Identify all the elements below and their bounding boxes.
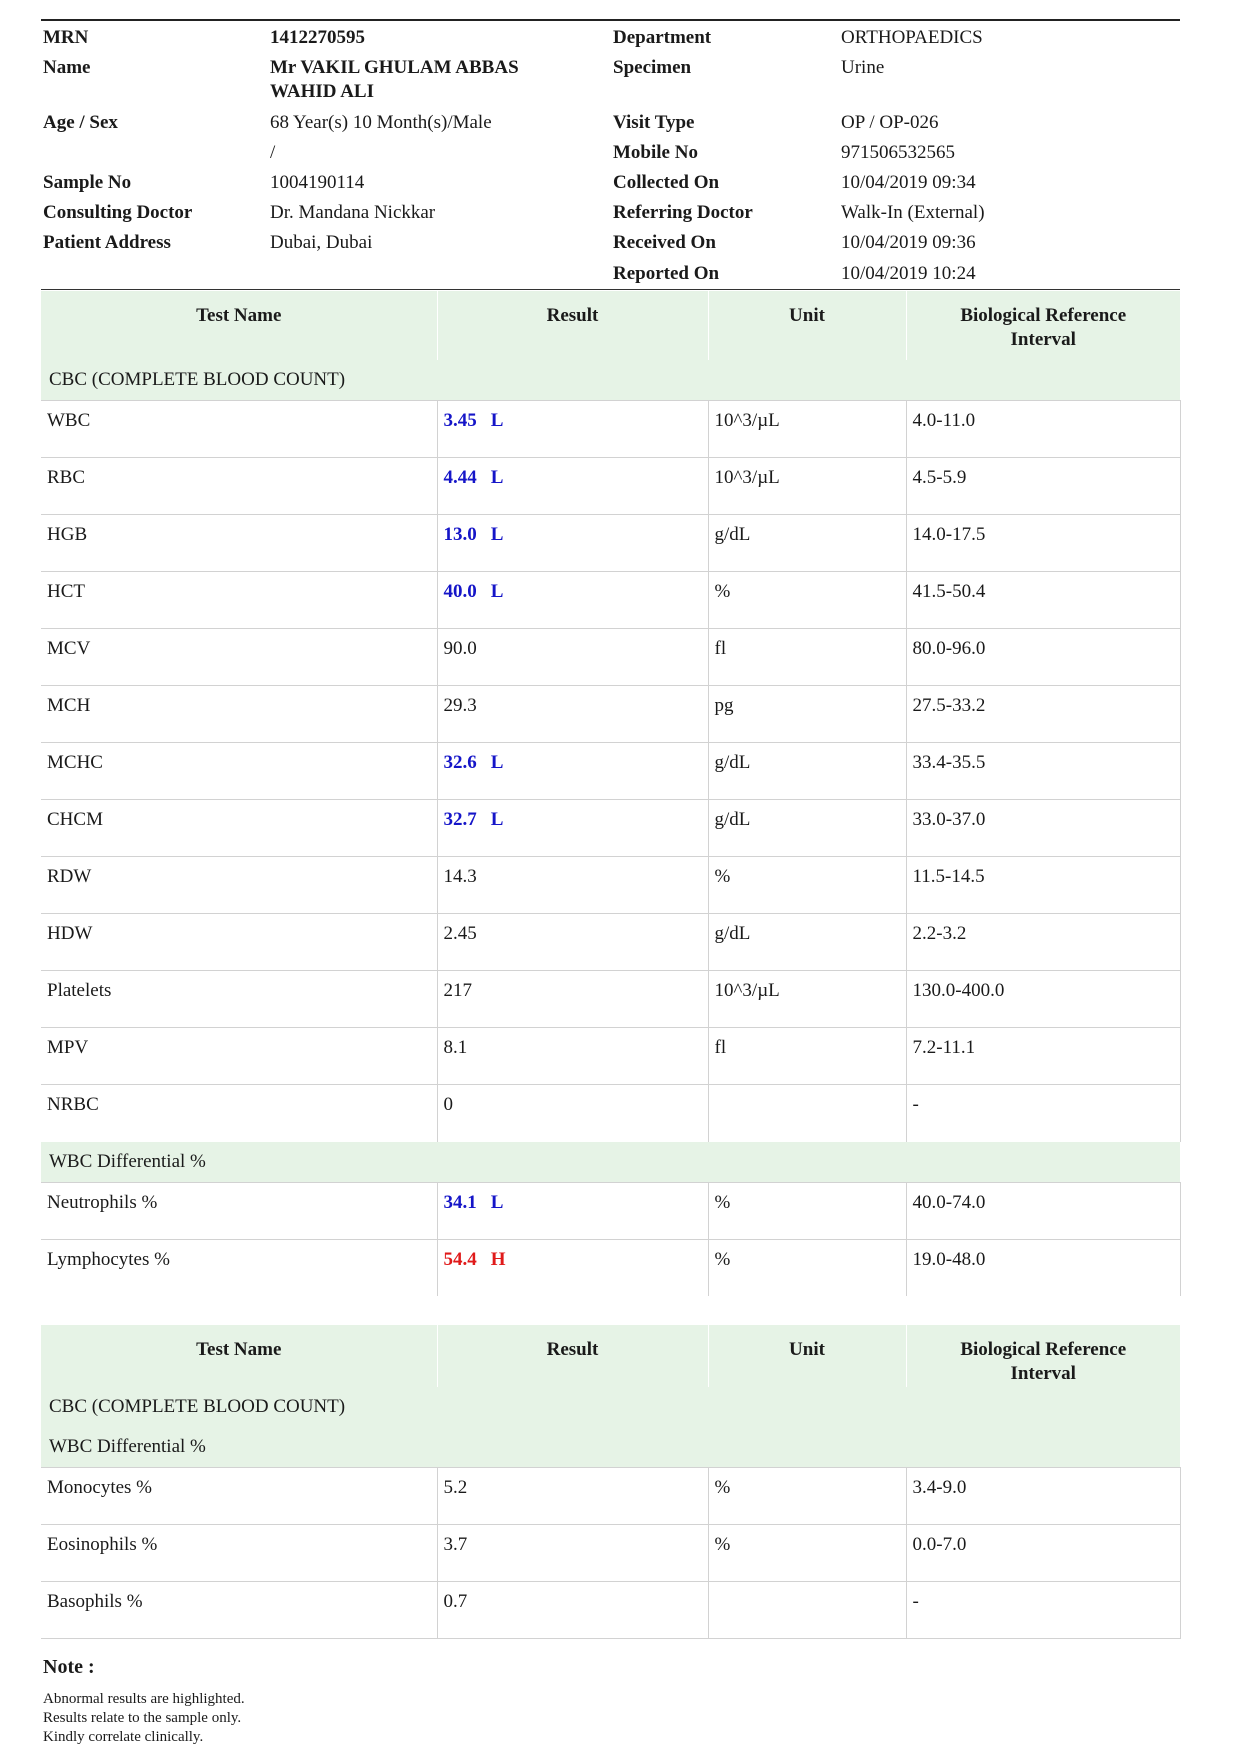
result-cell (437, 572, 708, 629)
reference-cell: 2.2-3.2 (906, 914, 1180, 971)
test-name-cell: MCH (41, 686, 437, 743)
table-row (41, 1182, 1180, 1239)
unit-cell (708, 1085, 906, 1142)
col-header-result: Result (437, 1325, 708, 1387)
reference-cell: 33.0-37.0 (906, 800, 1180, 857)
result-flag: H (490, 1248, 506, 1270)
received-value: 10/04/2019 09:36 (841, 232, 976, 253)
col-header-result: Result (437, 291, 708, 360)
name-label: Name (43, 57, 91, 78)
result-value: 32.7 (443, 809, 477, 830)
col-header-unit: Unit (708, 1325, 906, 1387)
result-value: 5.2 (443, 1477, 468, 1498)
result-cell (437, 1582, 708, 1639)
referring-doctor-label: Referring Doctor (613, 202, 753, 223)
result-flag: L (490, 410, 504, 431)
sample-value: 1004190114 (270, 172, 365, 193)
agesex-value-cont: / (270, 142, 276, 163)
reference-cell: 4.5-5.9 (906, 458, 1180, 515)
result-cell (437, 1028, 708, 1085)
table-row (41, 1468, 1180, 1525)
col-header-reference: Biological Reference Interval (906, 291, 1180, 360)
result-value: 90.0 (443, 638, 477, 659)
section-header-row (41, 1387, 1180, 1427)
unit-cell: fl (708, 1028, 906, 1085)
table-row (41, 1085, 1180, 1142)
result-value: 29.3 (443, 695, 477, 716)
reference-cell: 40.0-74.0 (906, 1182, 1180, 1239)
department-label: Department (613, 27, 712, 48)
test-name-cell: Lymphocytes % (41, 1239, 437, 1296)
reference-cell: 27.5-33.2 (906, 686, 1180, 743)
result-value: 32.6 (443, 752, 477, 773)
section-header-row (41, 1142, 1180, 1183)
reported-label: Reported On (613, 263, 720, 284)
result-flag: L (490, 809, 504, 830)
table-row (41, 1525, 1180, 1582)
name-value-line1: Mr VAKIL GHULAM ABBAS (270, 57, 519, 78)
table-row (41, 857, 1180, 914)
mobile-value: 971506532565 (841, 142, 955, 163)
note-title: Note : (43, 1656, 95, 1678)
result-value: 3.7 (443, 1534, 468, 1555)
reference-cell: 7.2-11.1 (906, 1028, 1180, 1085)
test-name-cell: Basophils % (41, 1582, 437, 1639)
referring-doctor-value: Walk-In (External) (841, 202, 985, 223)
unit-cell: 10^3/µL (708, 458, 906, 515)
test-name-cell: Monocytes % (41, 1468, 437, 1525)
unit-cell: % (708, 857, 906, 914)
result-cell (437, 914, 708, 971)
result-value: 54.4 (443, 1248, 477, 1270)
col-header-unit: Unit (708, 291, 906, 360)
test-name-cell: WBC (41, 401, 437, 458)
result-flag: L (490, 1191, 504, 1213)
consulting-doctor-label: Consulting Doctor (43, 202, 193, 223)
result-flag: L (490, 752, 504, 773)
section-title: WBC Differential % (41, 1142, 1180, 1183)
result-flag: L (490, 467, 504, 488)
address-value: Dubai, Dubai (270, 232, 373, 253)
test-name-cell: RDW (41, 857, 437, 914)
reference-cell: 14.0-17.5 (906, 515, 1180, 572)
unit-cell: g/dL (708, 743, 906, 800)
name-value-line2: WAHID ALI (270, 81, 374, 102)
section-header-row (41, 1427, 1180, 1468)
result-cell (437, 1525, 708, 1582)
mrn-value: 1412270595 (270, 27, 365, 48)
unit-cell: g/dL (708, 914, 906, 971)
reference-cell: 19.0-48.0 (906, 1239, 1180, 1296)
unit-cell: % (708, 1239, 906, 1296)
test-name-cell: Eosinophils % (41, 1525, 437, 1582)
visit-type-value: OP / OP-026 (841, 112, 939, 133)
test-name-cell: HGB (41, 515, 437, 572)
address-label: Patient Address (43, 232, 171, 253)
table-row (41, 458, 1180, 515)
results-table-2 (41, 1325, 1181, 1639)
table-row (41, 1239, 1180, 1296)
reference-cell: 41.5-50.4 (906, 572, 1180, 629)
received-label: Received On (613, 232, 716, 253)
result-value: 2.45 (443, 923, 477, 944)
col-header-test-name: Test Name (41, 291, 437, 360)
unit-cell: 10^3/µL (708, 971, 906, 1028)
table-row (41, 401, 1180, 458)
section-title: CBC (COMPLETE BLOOD COUNT) (41, 360, 1180, 401)
result-value: 13.0 (443, 524, 477, 545)
test-name-cell: HDW (41, 914, 437, 971)
reference-cell: 130.0-400.0 (906, 971, 1180, 1028)
reported-value: 10/04/2019 10:24 (841, 263, 976, 284)
mrn-label: MRN (43, 27, 89, 48)
result-cell (437, 629, 708, 686)
reference-cell: 4.0-11.0 (906, 401, 1180, 458)
result-flag: L (490, 581, 504, 602)
table-row (41, 743, 1180, 800)
unit-cell: % (708, 1468, 906, 1525)
collected-value: 10/04/2019 09:34 (841, 172, 976, 193)
unit-cell: % (708, 1182, 906, 1239)
result-cell (437, 1239, 708, 1296)
note-line: Abnormal results are highlighted. (43, 1691, 245, 1707)
reference-cell: 80.0-96.0 (906, 629, 1180, 686)
table-row (41, 1028, 1180, 1085)
result-flag: L (490, 524, 504, 545)
table-row (41, 1582, 1180, 1639)
result-cell (437, 1182, 708, 1239)
collected-label: Collected On (613, 172, 720, 193)
result-cell (437, 1085, 708, 1142)
specimen-label: Specimen (613, 57, 692, 78)
table-row (41, 971, 1180, 1028)
result-cell (437, 971, 708, 1028)
result-value: 40.0 (443, 581, 477, 602)
result-cell (437, 458, 708, 515)
result-value: 3.45 (443, 410, 477, 431)
result-cell (437, 686, 708, 743)
result-cell (437, 800, 708, 857)
table-row (41, 800, 1180, 857)
test-name-cell: MPV (41, 1028, 437, 1085)
test-name-cell: HCT (41, 572, 437, 629)
col-header-reference: Biological Reference Interval (906, 1325, 1180, 1387)
reference-cell: 3.4-9.0 (906, 1468, 1180, 1525)
result-cell (437, 743, 708, 800)
section-header-row (41, 360, 1180, 401)
result-value: 217 (443, 980, 472, 1001)
result-value: 4.44 (443, 467, 477, 488)
visit-type-label: Visit Type (613, 112, 695, 133)
unit-cell: fl (708, 629, 906, 686)
consulting-doctor-value: Dr. Mandana Nickkar (270, 202, 436, 223)
test-name-cell: Platelets (41, 971, 437, 1028)
note-line: Kindly correlate clinically. (43, 1729, 204, 1745)
unit-cell (708, 1582, 906, 1639)
table-row (41, 686, 1180, 743)
section-title: CBC (COMPLETE BLOOD COUNT) (41, 1387, 1180, 1427)
result-value: 8.1 (443, 1037, 468, 1058)
reference-cell: 11.5-14.5 (906, 857, 1180, 914)
result-cell (437, 515, 708, 572)
unit-cell: 10^3/µL (708, 401, 906, 458)
reference-cell: 0.0-7.0 (906, 1525, 1180, 1582)
unit-cell: g/dL (708, 515, 906, 572)
specimen-value: Urine (841, 57, 885, 78)
unit-cell: % (708, 1525, 906, 1582)
results-table-1 (41, 291, 1181, 1296)
table-row (41, 515, 1180, 572)
unit-cell: % (708, 572, 906, 629)
unit-cell: g/dL (708, 800, 906, 857)
agesex-label: Age / Sex (43, 112, 118, 133)
agesex-value: 68 Year(s) 10 Month(s)/Male (270, 112, 492, 133)
result-value: 0.7 (443, 1591, 468, 1612)
reference-cell: 33.4-35.5 (906, 743, 1180, 800)
sample-label: Sample No (43, 172, 132, 193)
result-cell (437, 401, 708, 458)
result-cell (437, 857, 708, 914)
table-row (41, 572, 1180, 629)
unit-cell: pg (708, 686, 906, 743)
note-line: Results relate to the sample only. (43, 1710, 242, 1726)
department-value: ORTHOPAEDICS (841, 27, 983, 48)
test-name-cell: RBC (41, 458, 437, 515)
reference-cell: - (906, 1582, 1180, 1639)
result-value: 34.1 (443, 1191, 477, 1213)
header-bottom-rule (41, 289, 1180, 290)
test-name-cell: CHCM (41, 800, 437, 857)
test-name-cell: MCV (41, 629, 437, 686)
header-top-rule (41, 19, 1180, 21)
table-row (41, 914, 1180, 971)
result-value: 0 (443, 1094, 453, 1115)
reference-cell: - (906, 1085, 1180, 1142)
table-row (41, 629, 1180, 686)
mobile-label: Mobile No (613, 142, 698, 163)
result-value: 14.3 (443, 866, 477, 887)
test-name-cell: NRBC (41, 1085, 437, 1142)
result-cell (437, 1468, 708, 1525)
test-name-cell: MCHC (41, 743, 437, 800)
section-title: WBC Differential % (41, 1427, 1180, 1468)
test-name-cell: Neutrophils % (41, 1182, 437, 1239)
col-header-test-name: Test Name (41, 1325, 437, 1387)
